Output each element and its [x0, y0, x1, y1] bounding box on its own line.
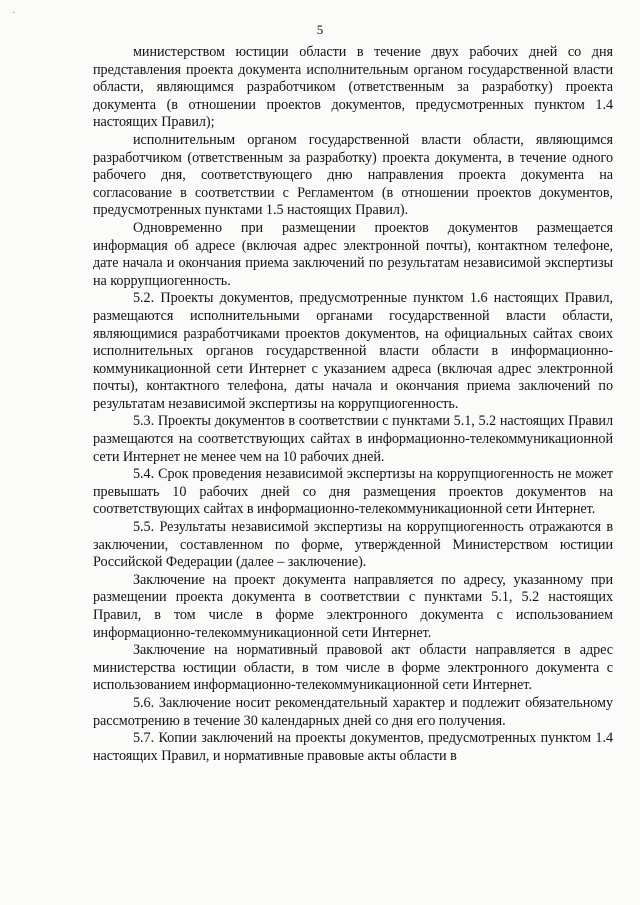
paragraph-8: Заключение на проект документа направляется по адресу, указанному при размещении проекта документа в соответствии с пунктами 5.1, 5.2 настоящих Правил, в том числе в форме электронного документа с использованием информационно-телекоммуникационной сети Интернет. [93, 571, 613, 641]
paragraph-3: Одновременно при размещении проектов документов размещается информация об адресе (включая адрес электронной почты), контактном телефоне, дате начала и окончания приема заключений по результатам независимой экспертизы на коррупциогенность. [93, 219, 613, 289]
page-number: 5 [316, 22, 324, 37]
paragraph-7: 5.5. Результаты независимой экспертизы на коррупциогенность отражаются в заключении, составленном по форме, утвержденной Министерством юстиции Российской Федерации (далее – заключение). [93, 519, 613, 571]
scan-mark: · [12, 8, 16, 19]
paragraph-5: 5.3. Проекты документов в соответствии с пунктами 5.1, 5.2 настоящих Правил размещаются на соответствующих сайтах в информационно-телекоммуникационной сети Интернет не менее чем на 10 рабочих дней. [93, 413, 613, 465]
paragraph-11: 5.7. Копии заключений на проекты документов, предусмотренных пунктом 1.4 настоящих Правил, и нормативные правовые акты области в [93, 730, 613, 764]
paragraph-4: 5.2. Проекты документов, предусмотренные пунктом 1.6 настоящих Правил, размещаются исполнительными органами государственной власти области, являющимися разработчиками проектов документов, на официальных сайтах своих исполнительных органов государственной власти области в информационно-коммуникационной сети Интернет с указанием адреса (включая адрес электронной почты), контактного телефона, даты начала и окончания приема заключений по результатам независимой экспертизы на коррупциогенность. [93, 290, 613, 412]
paragraph-9: Заключение на нормативный правовой акт области направляется в адрес министерства юстиции области, в том числе в форме электронного документа с использованием информационно-телекоммуникационной сети Интернет. [93, 642, 613, 694]
paragraph-10: 5.6. Заключение носит рекомендательный характер и подлежит обязательному рассмотрению в течение 30 календарных дней со дня его получения. [93, 694, 613, 729]
body-text [93, 44, 613, 765]
paragraph-6: 5.4. Срок проведения независимой экспертизы на коррупциогенность не может превышать 10 рабочих дней со дня размещения проектов документов на соответствующих сайтах в информационно-телекоммуникационной сети Интернет. [93, 466, 613, 518]
paragraph-1: министерством юстиции области в течение двух рабочих дней со дня представления проекта документа исполнительным органом государственной власти области, являющимся разработчиком (ответственным за разработку) проекта документа (в отношении проектов документов, предусмотренных пунктом 1.4 настоящих Правил); [93, 44, 613, 131]
paragraph-2: исполнительным органом государственной власти области, являющимся разработчиком (ответственным за разработку) проекта документа, в течение одного рабочего дня, соответствующего дню направления проекта документа на согласование в соответствии с Регламентом (в отношении проектов документов, предусмотренных пунктами 1.5 настоящих Правил). [93, 131, 613, 219]
